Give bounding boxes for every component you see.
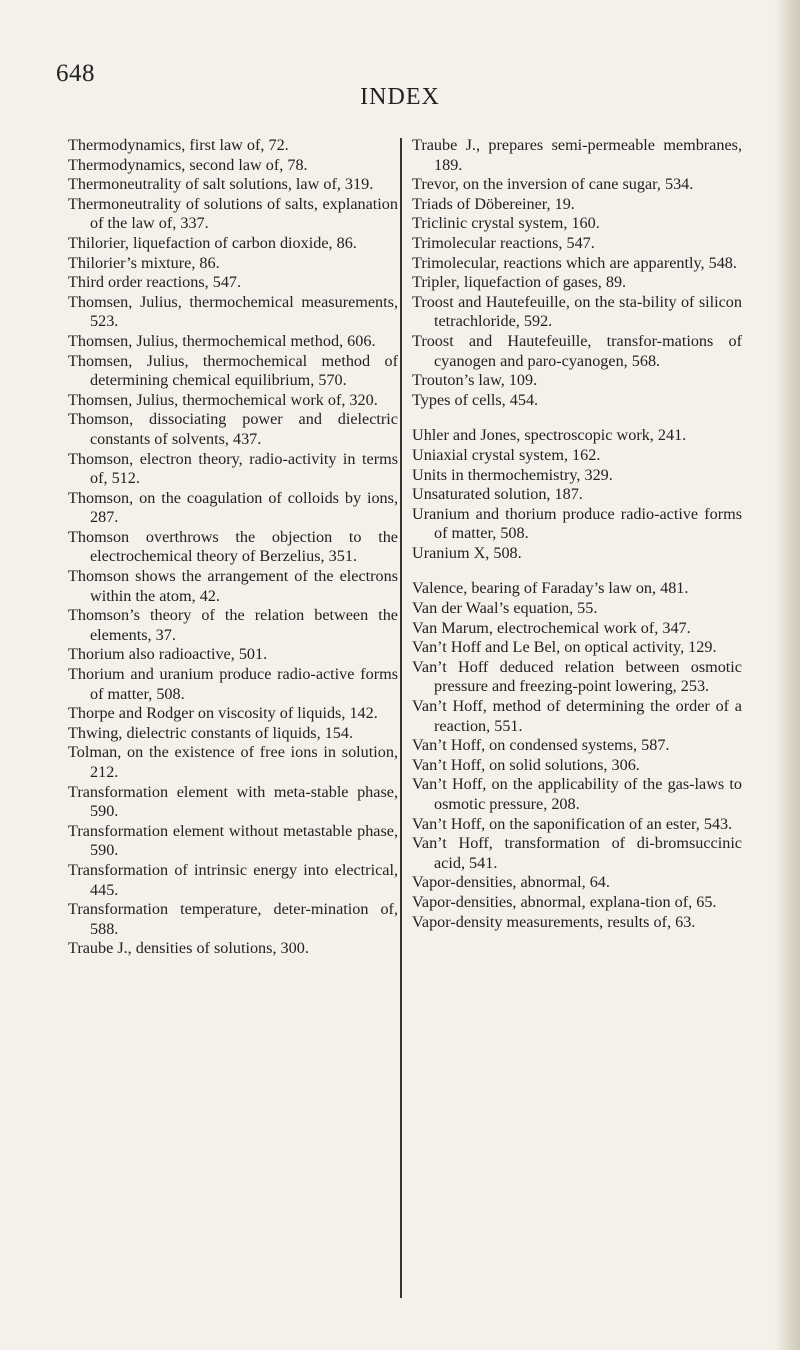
index-entry: Thomson, on the coagulation of colloids by ions, 287. [68,488,398,527]
index-entry: Thomsen, Julius, thermochemical measurements, 523. [68,292,398,331]
index-entry: Traube J., prepares semi-permeable membranes, 189. [412,136,742,174]
index-entry: Thermodynamics, first law of, 72. [68,136,289,154]
index-entry: Thermoneutrality of salt solutions, law of, 319. [68,175,374,194]
index-entry: Van der Waal’s equation, 55. [412,599,598,618]
index-entry: Thomsen, Julius, thermochemical work of, 320. [68,390,378,409]
index-entry: Tripler, liquefaction of gases, 89. [412,273,627,292]
index-entry: Vapor-density measurements, results of, 63. [412,912,696,931]
index-entry: Thilorier’s mixture, 86. [68,253,220,272]
left-index-column [68,136,398,959]
index-entry: Uranium and thorium produce radio-active forms of matter, 508. [412,504,742,543]
index-entry: Transformation element with meta-stable phase, 590. [68,782,398,821]
index-entry: Third order reactions, 547. [68,273,242,292]
index-entry: Thilorier, liquefaction of carbon dioxide, 86. [68,233,357,252]
index-entry: Thomson’s theory of the relation between the elements, 37. [68,606,398,644]
letter-group-gap [412,563,742,579]
page-number: 648 [56,60,95,87]
index-entry: Units in thermochemistry, 329. [412,465,613,484]
index-entry: Transformation of intrinsic energy into electrical, 445. [68,860,398,899]
index-entry: Transformation temperature, deter-mination of, 588. [68,900,398,938]
index-entry: Thomson shows the arrangement of the electrons within the atom, 42. [68,567,398,605]
index-entry: Transformation element without metastable phase, 590. [68,821,398,860]
index-entry: Troost and Hautefeuille, transfor-mations of cyanogen and paro-cyanogen, 568. [412,331,742,370]
index-entry: Valence, bearing of Faraday’s law on, 481. [412,579,689,598]
letter-group-gap [412,410,742,426]
index-entry: Uhler and Jones, spectroscopic work, 241. [412,426,687,445]
column-divider-rule [400,138,402,1298]
index-entry: Uranium X, 508. [412,543,522,562]
index-entry: Thomson overthrows the objection to the electrochemical theory of Berzelius, 351. [68,527,398,566]
right-index-column [412,136,742,932]
index-entry: Triclinic crystal system, 160. [412,214,600,233]
index-entry: Unsaturated solution, 187. [412,485,583,504]
index-entry: Thomson, electron theory, radio-activity in terms of, 512. [68,449,398,488]
index-entry: Thorpe and Rodger on viscosity of liquids, 142. [68,704,378,723]
index-entry: Troost and Hautefeuille, on the sta-bility of silicon tetrachloride, 592. [412,292,742,331]
index-entry: Vapor-densities, abnormal, explana-tion of, 65. [412,892,717,911]
index-entry: Triads of Döbereiner, 19. [412,194,575,213]
index-entry: Van’t Hoff, method of determining the order of a reaction, 551. [412,697,742,735]
index-entry: Thorium and uranium produce radio-active forms of matter, 508. [68,665,398,703]
index-entry: Van’t Hoff, transformation of di-bromsuccinic acid, 541. [412,834,742,872]
index-entry: Thomsen, Julius, thermochemical method, 606. [68,331,376,350]
index-entry: Types of cells, 454. [412,390,539,409]
index-entry: Thwing, dielectric constants of liquids, 154. [68,723,354,742]
index-entry: Tolman, on the existence of free ions in solution, 212. [68,743,398,781]
index-entry: Trimolecular reactions, 547. [412,233,595,252]
index-entry: Van’t Hoff, on the saponification of an ester, 543. [412,814,733,833]
index-entry: Van’t Hoff and Le Bel, on optical activity, 129. [412,638,717,657]
index-entry: Trouton’s law, 109. [412,371,538,390]
index-entry: Thermodynamics, second law of, 78. [68,155,308,174]
index-entry: Uniaxial crystal system, 162. [412,445,601,464]
index-entry: Thermoneutrality of solutions of salts, explanation of the law of, 337. [68,194,398,233]
index-entry: Van’t Hoff, on solid solutions, 306. [412,755,640,774]
index-entry: Van’t Hoff, on condensed systems, 587. [412,736,670,755]
index-entry: Thorium also radioactive, 501. [68,645,268,664]
index-entry: Van Marum, electrochemical work of, 347. [412,618,691,637]
index-entry: Trimolecular, reactions which are apparently, 548. [412,253,737,272]
index-entry: Van’t Hoff, on the applicability of the gas-laws to osmotic pressure, 208. [412,775,742,813]
index-entry: Thomsen, Julius, thermochemical method of determining chemical equilibrium, 570. [68,351,398,390]
index-entry: Van’t Hoff deduced relation between osmotic pressure and freezing-point lowering, 253. [412,657,742,696]
index-entry: Trevor, on the inversion of cane sugar, 534. [412,175,694,194]
index-entry: Thomson, dissociating power and dielectric constants of solvents, 437. [68,410,398,448]
page-edge-shadow [774,0,800,1350]
index-entry: Traube J., densities of solutions, 300. [68,939,309,958]
index-entry: Vapor-densities, abnormal, 64. [412,873,610,892]
running-head-title: INDEX [360,84,440,110]
